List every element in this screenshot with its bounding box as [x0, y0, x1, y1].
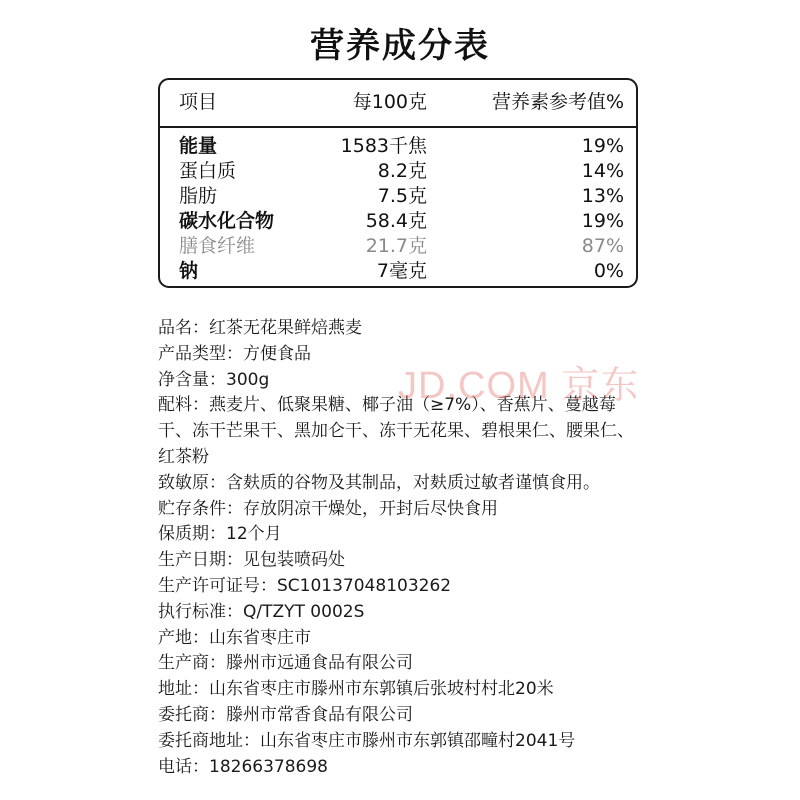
table-row: [160, 259, 636, 284]
nutrient-nrv: 87%: [581, 235, 624, 257]
info-product-type: 产品类型：方便食品: [158, 343, 311, 364]
nutrient-name: 脂肪: [179, 185, 218, 207]
table-row: [160, 159, 636, 184]
nutrient-amount: 7毫克: [376, 260, 427, 282]
table-divider: [160, 126, 636, 128]
nutrition-table: [158, 78, 638, 288]
table-row: [160, 234, 636, 259]
nutrient-name: 膳食纤维: [179, 235, 256, 257]
info-production-date: 生产日期：见包装喷码处: [158, 550, 345, 571]
info-product-name: 品名：红茶无花果鲜焙燕麦: [158, 318, 362, 338]
info-allergens: 致敏原：含麸质的谷物及其制品，对麸质过敏者谨慎食用。: [158, 472, 600, 493]
nutrient-amount: 58.4克: [365, 210, 427, 232]
table-row: [160, 209, 636, 234]
nutrient-nrv: 19%: [581, 210, 624, 232]
info-origin: 产地：山东省枣庄市: [158, 627, 311, 648]
page-title: 营养成分表: [310, 26, 490, 66]
info-phone: 电话：18266378698: [158, 756, 328, 777]
nutrient-amount: 1583千焦: [340, 135, 427, 157]
info-manufacturer: 生产商：滕州市远通食品有限公司: [158, 653, 413, 674]
info-ingredients: 配料：燕麦片、低聚果糖、椰子油（≥7%）、香蕉片、蔓越莓干、冻干芒果干、黑加仑干、冻干无花果、碧根果仁、腰果仁、红茶粉: [158, 395, 634, 467]
info-address: 地址：山东省枣庄市滕州市东郭镇后张坡村村北20米: [158, 679, 554, 700]
nutrient-amount: 21.7克: [365, 235, 427, 257]
nutrient-nrv: 13%: [581, 185, 624, 207]
header-nrv: 营养素参考值%: [491, 91, 624, 113]
nutrient-name: 碳水化合物: [179, 210, 275, 232]
nutrient-nrv: 14%: [581, 160, 624, 182]
nutrient-name: 钠: [179, 260, 199, 282]
nutrient-name: 蛋白质: [179, 160, 237, 182]
info-storage: 贮存条件：存放阴凉干燥处，开封后尽快食用: [158, 498, 498, 519]
header-per100g: 每100克: [352, 91, 427, 113]
table-row: [160, 134, 636, 159]
info-license-number: 生产许可证号：SC10137048103262: [158, 575, 452, 596]
nutrient-name: 能量: [179, 135, 218, 157]
nutrient-nrv: 19%: [581, 135, 624, 157]
header-item: 项目: [179, 91, 218, 113]
info-standard: 执行标准：Q/TZYT 0002S: [158, 601, 365, 622]
nutrient-nrv: 0%: [593, 260, 624, 282]
info-client: 委托商：滕州市常香食品有限公司: [158, 704, 413, 725]
jd-watermark: JD.COM 京东: [398, 365, 640, 407]
table-header-row: [160, 80, 636, 124]
info-net-content: 净含量：300g: [158, 369, 270, 390]
info-shelf-life: 保质期：12个月: [158, 524, 282, 545]
info-client-address: 委托商地址：山东省枣庄市滕州市东郭镇邵疃村2041号: [158, 730, 576, 751]
table-row: [160, 184, 636, 209]
nutrient-amount: 8.2克: [377, 160, 427, 182]
nutrient-amount: 7.5克: [377, 185, 427, 207]
